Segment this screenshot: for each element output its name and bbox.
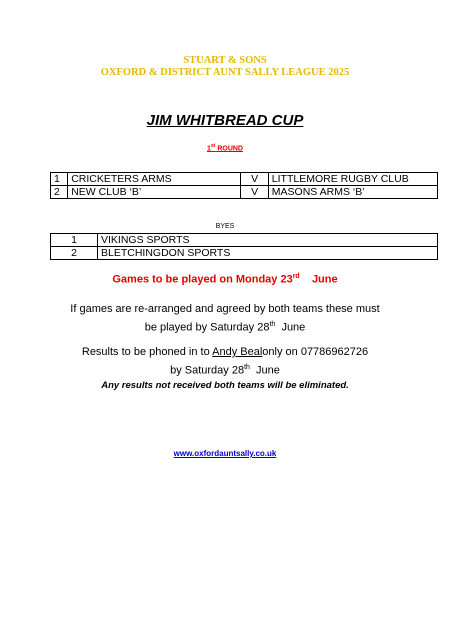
round-label xyxy=(0,143,450,152)
table-row xyxy=(51,173,438,186)
versus: V xyxy=(241,173,268,186)
versus: V xyxy=(241,186,268,199)
rearranged-date-prefix: be played by Saturday 28 xyxy=(144,321,270,334)
results-suffix: only on 07786962726 xyxy=(262,346,369,358)
results-date-month: June xyxy=(256,364,280,377)
bye-team: VIKINGS SPORTS xyxy=(98,234,438,247)
bye-team: BLETCHINGDON SPORTS xyxy=(98,247,438,260)
rearranged-date-month: June xyxy=(281,321,306,334)
round-word: ROUND xyxy=(217,145,243,153)
bye-number: 1 xyxy=(51,234,98,247)
table-row xyxy=(51,234,438,247)
results-line1 xyxy=(0,345,450,360)
round-number: 1 xyxy=(207,145,211,153)
website-link[interactable]: www.oxfordauntsally.co.uk xyxy=(173,449,277,458)
home-team: CRICKETERS ARMS xyxy=(68,173,241,186)
round-suffix: st xyxy=(210,143,216,149)
rearranged-line1: If games are re-arranged and agreed by both teams these must xyxy=(70,303,380,315)
cup-title: JIM WHITBREAD CUP xyxy=(146,112,304,129)
home-team: NEW CLUB ‘B’ xyxy=(68,186,241,199)
away-team: LITTLEMORE RUGBY CLUB xyxy=(268,173,437,186)
results-line2 xyxy=(0,360,450,379)
games-date-prefix: Games to be played on Monday 23 xyxy=(112,273,293,286)
contact-name: Andy Beal xyxy=(212,346,263,358)
rearranged-date-suffix: th xyxy=(269,321,276,328)
byes-table xyxy=(50,233,438,260)
results-date-suffix: th xyxy=(244,364,250,371)
fixtures-table xyxy=(50,172,438,199)
table-row xyxy=(51,186,438,199)
bye-number: 2 xyxy=(51,247,98,260)
results-prefix: Results to be phoned in to xyxy=(81,346,210,358)
away-team: MASONS ARMS ‘B’ xyxy=(268,186,437,199)
games-date xyxy=(0,273,450,286)
rearranged-line2 xyxy=(0,317,450,336)
elimination-warning: Any results not received both teams will be eliminated. xyxy=(101,380,349,391)
table-row xyxy=(51,247,438,260)
league-title: OXFORD & DISTRICT AUNT SALLY LEAGUE 2025 xyxy=(100,67,350,78)
games-date-month: June xyxy=(311,273,338,286)
byes-label: BYES xyxy=(215,223,235,230)
results-date-prefix: by Saturday 28 xyxy=(170,364,245,377)
fixture-number: 2 xyxy=(51,186,68,199)
games-date-suffix: rd xyxy=(292,273,300,280)
fixture-number: 1 xyxy=(51,173,68,186)
sponsor-line: STUART & SONS xyxy=(183,55,267,66)
